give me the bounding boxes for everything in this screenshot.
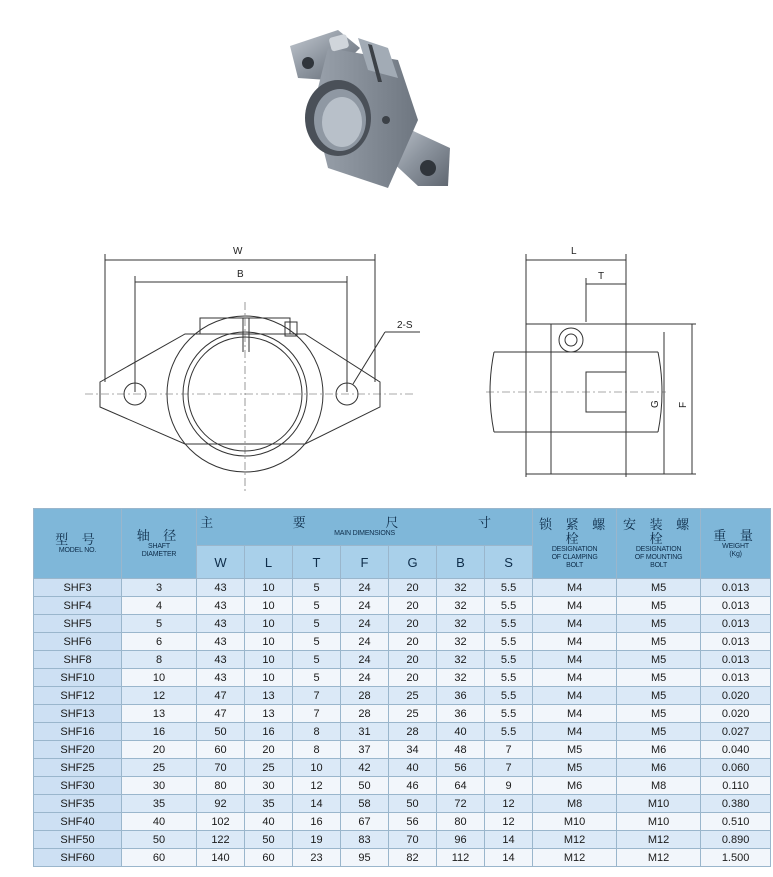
table-cell: 0.013 xyxy=(701,651,771,669)
table-cell: 80 xyxy=(437,813,485,831)
table-cell: 10 xyxy=(245,633,293,651)
table-cell: 0.020 xyxy=(701,705,771,723)
table-cell: 16 xyxy=(122,723,197,741)
table-cell: 60 xyxy=(245,849,293,867)
table-cell: 6 xyxy=(122,633,197,651)
label-l: L xyxy=(571,246,577,257)
table-row xyxy=(34,687,771,705)
table-cell: 1.500 xyxy=(701,849,771,867)
table-cell: 0.027 xyxy=(701,723,771,741)
model-cell: SHF20 xyxy=(34,741,122,759)
table-cell: 9 xyxy=(485,777,533,795)
table-cell: 14 xyxy=(485,849,533,867)
table-cell: 28 xyxy=(341,687,389,705)
table-cell: 5.5 xyxy=(485,651,533,669)
table-cell: M4 xyxy=(533,615,617,633)
table-cell: 14 xyxy=(293,795,341,813)
table-cell: 5.5 xyxy=(485,633,533,651)
table-row xyxy=(34,633,771,651)
table-cell: 10 xyxy=(245,597,293,615)
table-cell: 48 xyxy=(437,741,485,759)
table-cell: M8 xyxy=(533,795,617,813)
label-g: G xyxy=(650,400,661,408)
table-cell: 24 xyxy=(341,633,389,651)
table-row xyxy=(34,615,771,633)
table-cell: 0.060 xyxy=(701,759,771,777)
table-cell: 5.5 xyxy=(485,669,533,687)
subheader-s: S xyxy=(485,546,533,579)
table-cell: 30 xyxy=(245,777,293,795)
label-t: T xyxy=(598,271,605,282)
table-cell: 64 xyxy=(437,777,485,795)
table-cell: 7 xyxy=(485,759,533,777)
table-cell: 83 xyxy=(341,831,389,849)
table-cell: M5 xyxy=(533,759,617,777)
table-cell: 95 xyxy=(341,849,389,867)
spec-table-body xyxy=(34,579,771,867)
table-cell: 12 xyxy=(122,687,197,705)
model-cell: SHF25 xyxy=(34,759,122,777)
table-cell: 32 xyxy=(437,597,485,615)
table-cell: 0.013 xyxy=(701,615,771,633)
table-cell: 7 xyxy=(485,741,533,759)
table-cell: 67 xyxy=(341,813,389,831)
table-cell: 25 xyxy=(389,705,437,723)
table-cell: 20 xyxy=(389,615,437,633)
table-cell: 5.5 xyxy=(485,723,533,741)
table-cell: M5 xyxy=(617,579,701,597)
table-cell: 10 xyxy=(245,615,293,633)
header-model: 型 号 MODEL NO. xyxy=(34,509,122,579)
table-cell: 0.380 xyxy=(701,795,771,813)
table-cell: 28 xyxy=(389,723,437,741)
label-w: W xyxy=(233,246,243,257)
model-cell: SHF30 xyxy=(34,777,122,795)
table-cell: 43 xyxy=(197,579,245,597)
table-cell: 122 xyxy=(197,831,245,849)
model-cell: SHF4 xyxy=(34,597,122,615)
table-row xyxy=(34,831,771,849)
table-cell: 82 xyxy=(389,849,437,867)
table-cell: 5 xyxy=(293,597,341,615)
table-row xyxy=(34,759,771,777)
table-cell: 14 xyxy=(485,831,533,849)
header-mounting-bolt: 安 装 螺 栓 DESIGNATION OF MOUNTING BOLT xyxy=(617,509,701,579)
table-cell: 20 xyxy=(389,579,437,597)
table-cell: 42 xyxy=(341,759,389,777)
table-cell: 96 xyxy=(437,831,485,849)
table-row xyxy=(34,669,771,687)
table-cell: 13 xyxy=(245,687,293,705)
table-cell: 8 xyxy=(293,723,341,741)
table-cell: 5 xyxy=(293,651,341,669)
table-cell: 4 xyxy=(122,597,197,615)
table-cell: 5.5 xyxy=(485,579,533,597)
table-cell: 40 xyxy=(437,723,485,741)
table-cell: 5 xyxy=(293,615,341,633)
table-cell: 20 xyxy=(389,633,437,651)
table-cell: 0.890 xyxy=(701,831,771,849)
table-cell: 20 xyxy=(122,741,197,759)
model-cell: SHF40 xyxy=(34,813,122,831)
table-cell: M8 xyxy=(617,777,701,795)
table-cell: M12 xyxy=(533,849,617,867)
table-cell: 43 xyxy=(197,633,245,651)
table-cell: M4 xyxy=(533,597,617,615)
model-cell: SHF12 xyxy=(34,687,122,705)
table-cell: 72 xyxy=(437,795,485,813)
model-cell: SHF8 xyxy=(34,651,122,669)
table-cell: 10 xyxy=(122,669,197,687)
table-cell: 5.5 xyxy=(485,597,533,615)
table-cell: 8 xyxy=(293,741,341,759)
table-cell: 47 xyxy=(197,687,245,705)
table-cell: 0.013 xyxy=(701,597,771,615)
table-cell: 36 xyxy=(437,687,485,705)
table-row xyxy=(34,651,771,669)
table-cell: 0.510 xyxy=(701,813,771,831)
table-cell: 23 xyxy=(293,849,341,867)
model-cell: SHF5 xyxy=(34,615,122,633)
table-cell: 50 xyxy=(122,831,197,849)
table-cell: M12 xyxy=(617,831,701,849)
table-row xyxy=(34,849,771,867)
table-cell: M10 xyxy=(533,813,617,831)
table-cell: 80 xyxy=(197,777,245,795)
table-cell: M4 xyxy=(533,669,617,687)
table-cell: M5 xyxy=(617,615,701,633)
table-cell: 50 xyxy=(245,831,293,849)
table-cell: 140 xyxy=(197,849,245,867)
table-cell: 0.020 xyxy=(701,687,771,705)
table-cell: 7 xyxy=(293,687,341,705)
table-cell: M6 xyxy=(617,759,701,777)
table-cell: 13 xyxy=(245,705,293,723)
table-cell: 0.013 xyxy=(701,669,771,687)
model-cell: SHF6 xyxy=(34,633,122,651)
table-cell: 30 xyxy=(122,777,197,795)
table-cell: M12 xyxy=(533,831,617,849)
table-cell: 5.5 xyxy=(485,687,533,705)
model-cell: SHF50 xyxy=(34,831,122,849)
table-cell: 35 xyxy=(245,795,293,813)
table-cell: M12 xyxy=(617,849,701,867)
header-clamping-bolt: 锁 紧 螺 栓 DESIGNATION OF CLAMPING BOLT xyxy=(533,509,617,579)
table-cell: 50 xyxy=(389,795,437,813)
table-cell: M5 xyxy=(617,633,701,651)
table-cell: 25 xyxy=(245,759,293,777)
table-cell: 24 xyxy=(341,597,389,615)
table-cell: 16 xyxy=(293,813,341,831)
table-cell: M4 xyxy=(533,579,617,597)
table-cell: 92 xyxy=(197,795,245,813)
table-cell: 0.040 xyxy=(701,741,771,759)
table-cell: 40 xyxy=(245,813,293,831)
model-cell: SHF13 xyxy=(34,705,122,723)
subheader-f: F xyxy=(341,546,389,579)
table-cell: 12 xyxy=(293,777,341,795)
subheader-t: T xyxy=(293,546,341,579)
table-cell: M5 xyxy=(533,741,617,759)
table-cell: M10 xyxy=(617,795,701,813)
table-cell: M4 xyxy=(533,651,617,669)
table-cell: 24 xyxy=(341,669,389,687)
table-cell: 24 xyxy=(341,579,389,597)
table-row xyxy=(34,741,771,759)
table-cell: M6 xyxy=(533,777,617,795)
product-photo xyxy=(268,8,468,208)
table-cell: M5 xyxy=(617,669,701,687)
table-cell: 40 xyxy=(389,759,437,777)
table-cell: 24 xyxy=(341,651,389,669)
table-cell: 10 xyxy=(245,669,293,687)
table-cell: 19 xyxy=(293,831,341,849)
table-cell: M4 xyxy=(533,705,617,723)
table-cell: 50 xyxy=(197,723,245,741)
table-cell: 20 xyxy=(389,669,437,687)
table-cell: 36 xyxy=(437,705,485,723)
table-row xyxy=(34,777,771,795)
table-cell: M4 xyxy=(533,723,617,741)
subheader-l: L xyxy=(245,546,293,579)
header-weight: 重 量 WEIGHT (Kg) xyxy=(701,509,771,579)
table-cell: 35 xyxy=(122,795,197,813)
table-row xyxy=(34,597,771,615)
table-cell: 60 xyxy=(197,741,245,759)
table-cell: 24 xyxy=(341,615,389,633)
table-cell: 5 xyxy=(122,615,197,633)
table-cell: 5.5 xyxy=(485,705,533,723)
table-cell: M5 xyxy=(617,651,701,669)
table-cell: 32 xyxy=(437,579,485,597)
table-cell: 20 xyxy=(389,651,437,669)
table-cell: M4 xyxy=(533,687,617,705)
side-view-drawing xyxy=(486,232,716,497)
table-cell: 31 xyxy=(341,723,389,741)
table-cell: 32 xyxy=(437,633,485,651)
table-cell: M5 xyxy=(617,723,701,741)
table-cell: M4 xyxy=(533,633,617,651)
table-cell: 5 xyxy=(293,579,341,597)
model-cell: SHF35 xyxy=(34,795,122,813)
table-cell: 58 xyxy=(341,795,389,813)
table-cell: 10 xyxy=(293,759,341,777)
table-row xyxy=(34,795,771,813)
table-cell: M5 xyxy=(617,597,701,615)
subheader-g: G xyxy=(389,546,437,579)
model-cell: SHF16 xyxy=(34,723,122,741)
table-cell: 10 xyxy=(245,651,293,669)
model-cell: SHF60 xyxy=(34,849,122,867)
table-cell: 50 xyxy=(341,777,389,795)
table-cell: 43 xyxy=(197,615,245,633)
table-cell: 0.013 xyxy=(701,579,771,597)
label-f: F xyxy=(678,401,689,408)
table-cell: M5 xyxy=(617,705,701,723)
table-cell: 13 xyxy=(122,705,197,723)
table-cell: M6 xyxy=(617,741,701,759)
subheader-w: W xyxy=(197,546,245,579)
table-cell: 8 xyxy=(122,651,197,669)
table-row xyxy=(34,723,771,741)
table-cell: 46 xyxy=(389,777,437,795)
table-cell: 20 xyxy=(389,597,437,615)
table-cell: 5 xyxy=(293,669,341,687)
table-cell: 25 xyxy=(122,759,197,777)
table-cell: 10 xyxy=(245,579,293,597)
table-cell: 32 xyxy=(437,615,485,633)
table-cell: 102 xyxy=(197,813,245,831)
table-cell: 25 xyxy=(389,687,437,705)
table-row xyxy=(34,705,771,723)
table-row xyxy=(34,813,771,831)
table-cell: 28 xyxy=(341,705,389,723)
table-cell: 43 xyxy=(197,651,245,669)
table-cell: 12 xyxy=(485,813,533,831)
header-shaft: 轴 径 SHAFT DIAMETER xyxy=(122,509,197,579)
table-cell: 56 xyxy=(389,813,437,831)
table-cell: 0.110 xyxy=(701,777,771,795)
table-cell: 40 xyxy=(122,813,197,831)
label-2s: 2-S xyxy=(397,320,413,331)
table-cell: M5 xyxy=(617,687,701,705)
subheader-b: B xyxy=(437,546,485,579)
table-cell: 5 xyxy=(293,633,341,651)
label-b: B xyxy=(237,269,244,280)
table-row xyxy=(34,579,771,597)
spec-table xyxy=(33,508,771,867)
table-cell: 12 xyxy=(485,795,533,813)
table-cell: 56 xyxy=(437,759,485,777)
table-cell: 20 xyxy=(245,741,293,759)
header-main-dimensions: 主 要 尺 寸 MAIN DIMENSIONS xyxy=(197,509,533,546)
table-cell: 60 xyxy=(122,849,197,867)
table-cell: 3 xyxy=(122,579,197,597)
table-cell: 32 xyxy=(437,669,485,687)
front-view-drawing xyxy=(85,232,445,497)
model-cell: SHF3 xyxy=(34,579,122,597)
table-cell: 37 xyxy=(341,741,389,759)
table-cell: 112 xyxy=(437,849,485,867)
table-cell: 70 xyxy=(389,831,437,849)
table-cell: 34 xyxy=(389,741,437,759)
table-cell: 47 xyxy=(197,705,245,723)
table-cell: 32 xyxy=(437,651,485,669)
table-cell: M10 xyxy=(617,813,701,831)
model-cell: SHF10 xyxy=(34,669,122,687)
table-cell: 16 xyxy=(245,723,293,741)
table-cell: 70 xyxy=(197,759,245,777)
table-cell: 5.5 xyxy=(485,615,533,633)
table-cell: 43 xyxy=(197,669,245,687)
table-cell: 7 xyxy=(293,705,341,723)
table-cell: 0.013 xyxy=(701,633,771,651)
table-cell: 43 xyxy=(197,597,245,615)
